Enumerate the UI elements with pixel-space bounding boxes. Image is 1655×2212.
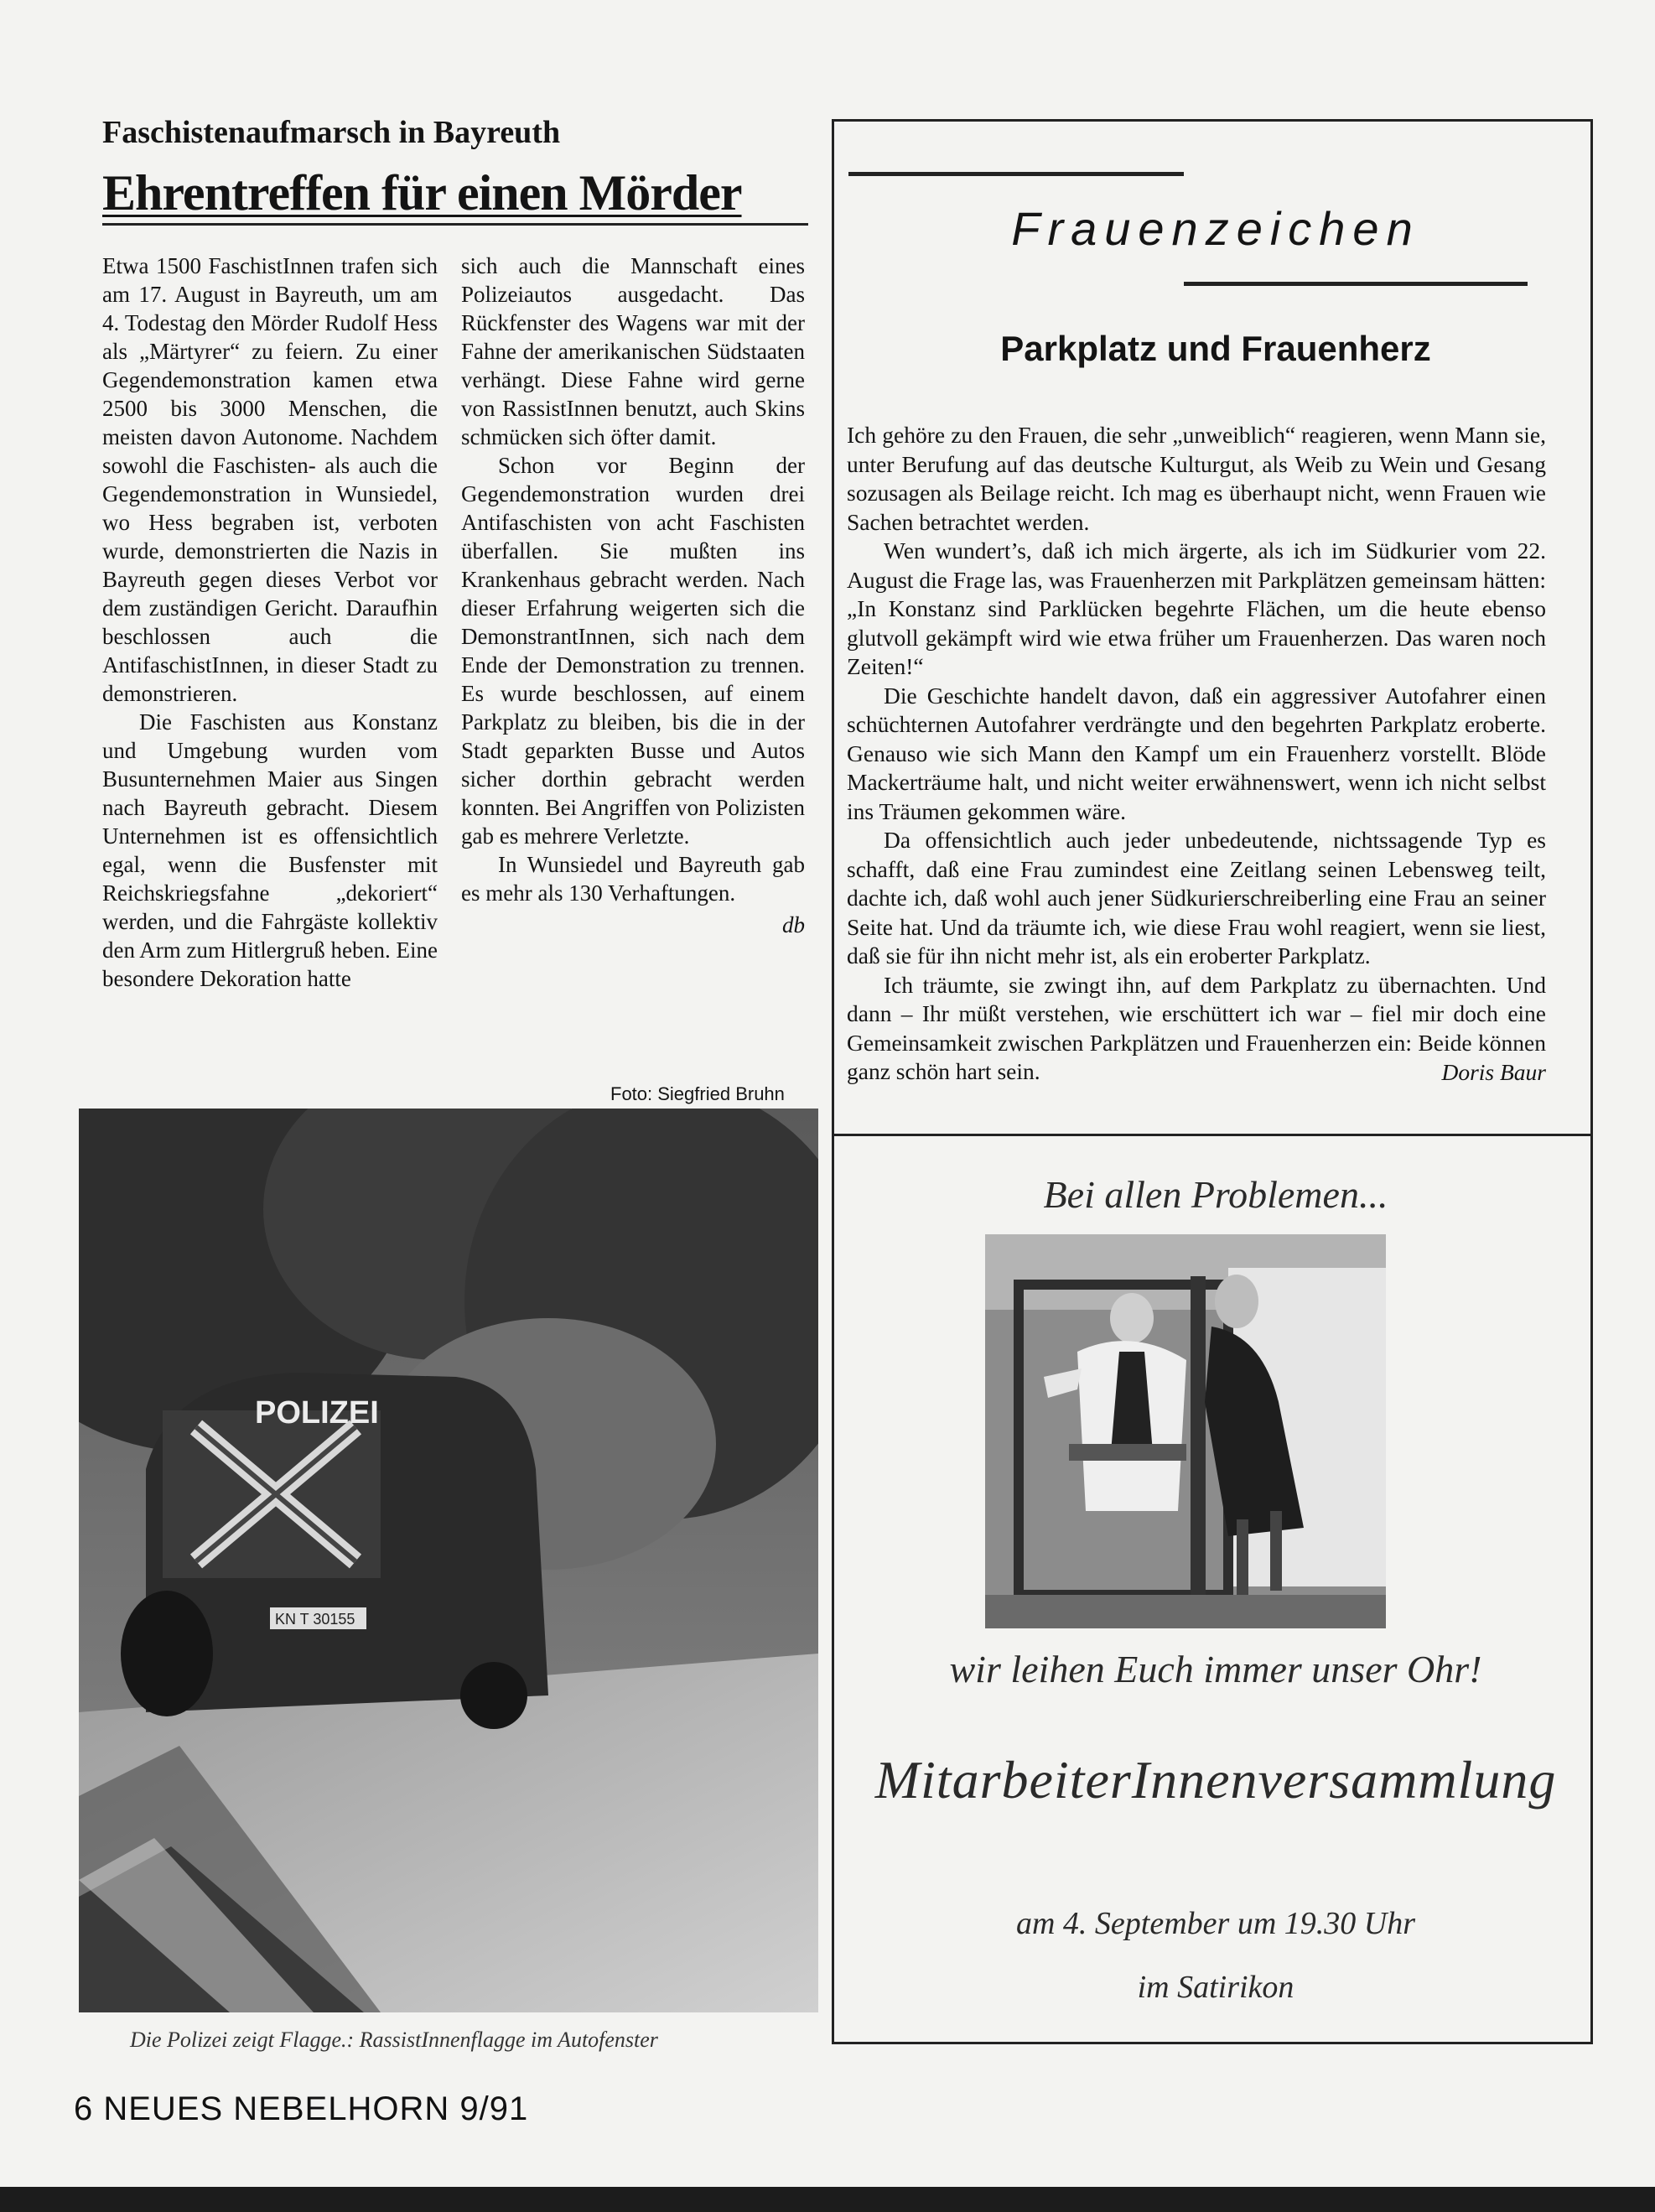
scan-edge-band: [0, 2187, 1655, 2212]
article-column-1: [102, 252, 438, 993]
column-para-2: Wen wundert’s, daß ich mich ärgerte, als ich im Südkurier vom 22. August die Frage las, was Frauenherzen mit Parkplätzen gemeinsam hätten: „In Konstanz sind Parklücken begehrte Flächen, um die heute ebenso glutvoll gekämpft wird wie etwa früher um Frauenherzen. Das waren noch Zeiten!“: [847, 537, 1546, 679]
headline-rule: [102, 223, 808, 226]
ad-photo-image: [985, 1234, 1386, 1628]
article-column-2: [461, 252, 805, 939]
article-kicker: Faschistenaufmarsch in Bayreuth: [102, 115, 561, 150]
article-signoff: db: [782, 912, 805, 937]
ad-date: am 4. September um 19.30 Uhr: [1015, 1906, 1415, 1941]
column-para-3: Die Geschichte handelt davon, daß ein aggressiver Autofahrer einen schüchternen Autofahrer verdrängte und den begehrten Parkplatz eroberte. Genauso wie sich Mann den Kampf um ein Frauenherz vorstellt. Blöde Mackerträume halt, und nicht weiter erwähnenswert, wenn ich nicht selbst ins Träumen gekommen wäre.: [847, 682, 1546, 824]
article-col2-para-3: In Wunsiedel und Bayreuth gab es mehr als 130 Verhaftungen.: [461, 852, 805, 906]
photo-caption: Die Polizei zeigt Flagge.: RassistInnenflagge im Autofenster: [130, 2028, 658, 2052]
title-rule-bottom: [1184, 282, 1528, 286]
article-col1-para-2: Die Faschisten aus Konstanz und Umgebung wurden vom Busunternehmen Maier aus Singen nach Bayreuth gebracht. Diesem Unternehmen ist es offensichtlich egal, wenn die Busfenster mit Reichskriegsfahne „dekoriert“ werden, und die Fahrgäste kollektiv den Arm zum Hitlergruß heben. Eine besondere Dekoration hatte: [102, 709, 438, 991]
ad-place: im Satirikon: [1137, 1970, 1294, 2005]
van-plate-text: KN T 30155: [275, 1611, 355, 1628]
ad-top-line: Bei allen Problemen...: [1043, 1173, 1388, 1216]
column-headline: Parkplatz und Frauenherz: [1000, 329, 1431, 368]
photo-credit: Foto: Siegfried Bruhn: [610, 1083, 785, 1104]
column-body: [847, 421, 1546, 1087]
article-headline: Ehrentreffen für einen Mörder: [102, 165, 742, 221]
ad-event-title: MitarbeiterInnenversammlung: [874, 1750, 1557, 1810]
column-title: Frauenzeichen: [1011, 202, 1420, 255]
column-para-4: Da offensichtlich auch jeder unbedeutende, nichtssagende Typ es schafft, daß eine Frau zumindest eine Zeitlang seinen Lebensweg teilt, dachte ich, daß wohl auch jener Südkurierschreiberling eine Frau an seiner Seite hat. Und da träumte ich, wie diese Frau wohl reagiert, wenn sie liest, daß sie für ihn nicht mehr ist, als ein eroberter Parkplatz.: [847, 827, 1546, 968]
column-para-5: Ich träumte, sie zwingt ihn, auf dem Parkplatz zu übernachten. Und dann – Ihr müßt verstehen, wie erschüttert ich war – fiel mir doch eine Gemeinsamkeit zwischen Parkplätzen und Frauenherzen ein: Beide können ganz schön hart sein.: [847, 971, 1546, 1084]
article-col2-para-1: sich auch die Mannschaft eines Polizeiautos ausgedacht. Das Rückfenster des Wagens war mit der Fahne der amerikanischen Südstaaten verhängt. Diese Fahne wird gerne von RassistInnen benutzt, auch Skins schmücken sich öfter damit.: [461, 253, 805, 449]
photo-image: [79, 1109, 818, 2012]
column-para-1: Ich gehöre zu den Frauen, die sehr „unweiblich“ reagieren, wenn Mann sie, unter Berufung auf das deutsche Kulturgut, als Weib zu Wein und Gesang sozusagen als Beilage reicht. Ich mag es überhaupt nicht, wenn Frauen wie Sachen betrachtet werden.: [847, 422, 1546, 535]
article-col1-para-1: Etwa 1500 FaschistInnen trafen sich am 17. August in Bayreuth, um am 4. Todestag den Mörder Rudolf Hess als „Märtyrer“ zu feiern. Zu einer Gegendemonstration kamen etwa 2500 bis 3000 Menschen, die meisten davon Autonome. Nachdem sowohl die Faschisten- als auch die Gegendemonstration in Wunsiedel, wo Hess begraben ist, verboten wurde, demonstrierten die Nazis in Bayreuth gegen dieses Verbot vor dem zuständigen Gericht. Daraufhin beschlossen auch die AntifaschistInnen, in dieser Stadt zu demonstrieren.: [102, 253, 438, 706]
column-author: Doris Baur: [1441, 1058, 1546, 1085]
van-police-lettering: POLIZEI: [255, 1395, 379, 1431]
police-van-photo: [79, 1109, 818, 2012]
title-rule-top: [848, 172, 1184, 176]
page-footer: 6 NEUES NEBELHORN 9/91: [74, 2090, 529, 2127]
phone-booth-photo: [985, 1234, 1386, 1628]
frame-divider: [832, 1134, 1593, 1136]
article-col2-para-2: Schon vor Beginn der Gegendemonstration wurden drei Antifaschisten von acht Faschisten überfallen. Sie mußten ins Krankenhaus gebracht werden. Nach dieser Erfahrung weigerten sich die DemonstrantInnen, sich nach dem Ende der Demonstration zu trennen. Es wurde beschlossen, auf einem Parkplatz zu bleiben, bis die in der Stadt geparkten Busse und Autos sicher dorthin gebracht werden konnten. Bei Angriffen von Polizisten gab es mehrere Verletzte.: [461, 453, 805, 849]
ad-middle-line: wir leihen Euch immer unser Ohr!: [949, 1648, 1482, 1690]
